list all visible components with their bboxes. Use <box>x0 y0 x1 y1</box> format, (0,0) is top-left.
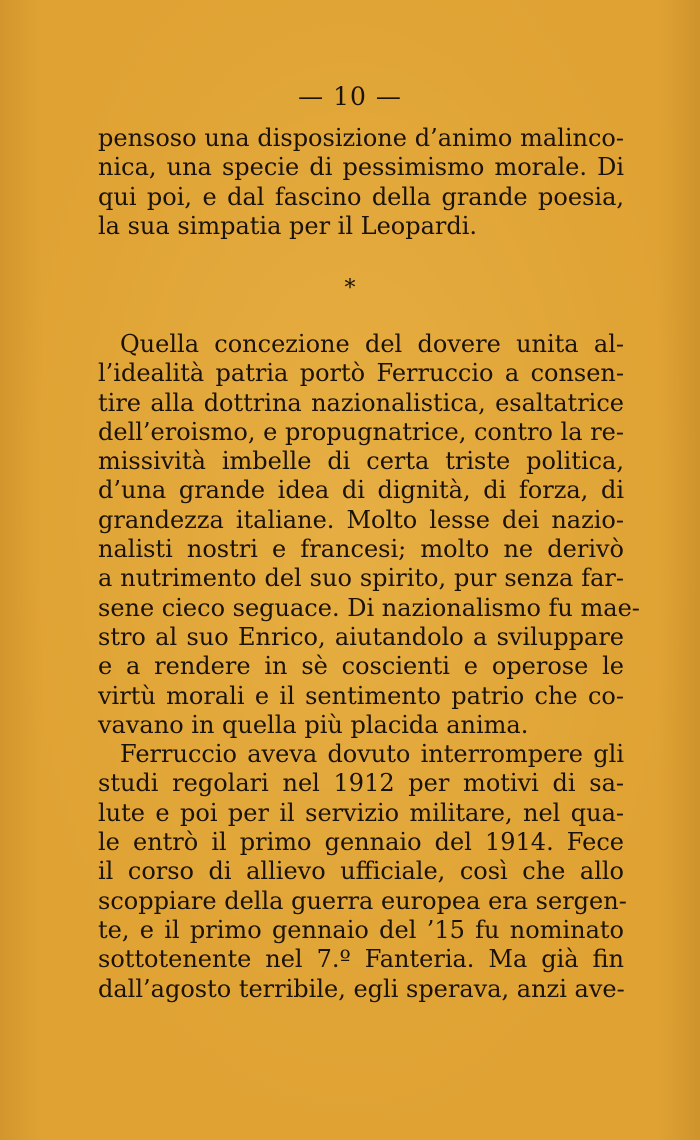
text-line: grandezza italiane. Molto lesse dei nazio- <box>98 505 624 534</box>
text-line: scoppiare della guerra europea era sergen- <box>98 886 627 915</box>
text-line: studi regolari nel 1912 per motivi di sa- <box>98 769 624 798</box>
text-line: d’una grande idea di dignità, di forza, di <box>98 476 624 505</box>
text-line: lute e poi per il servizio militare, nel qua- <box>98 798 624 827</box>
text-line: pensoso una disposizione d’animo malinco- <box>98 124 624 152</box>
text-line: l’idealità patria portò Ferruccio a consen- <box>98 359 624 388</box>
paragraph-2 <box>98 330 640 1004</box>
text-line: nalisti nostri e francesi; molto ne derivò <box>98 535 624 564</box>
text-line: missività imbelle di certa triste politica, <box>98 447 624 476</box>
text-line: nica, una specie di pessimismo morale. Di <box>98 153 624 182</box>
text-line: la sua simpatia per il Leopardi. <box>98 211 478 240</box>
text-line: e a rendere in sè coscienti e operose le <box>98 652 624 681</box>
text-line: vavano in quella più placida anima. <box>98 710 529 739</box>
text-line: tire alla dottrina nazionalistica, esaltatrice <box>98 388 624 417</box>
text-line: il corso di allievo ufficiale, così che allo <box>98 857 624 886</box>
text-line: stro al suo Enrico, aiutandolo a sviluppare <box>98 622 624 651</box>
section-separator: * <box>344 276 356 301</box>
text-line: sottotenente nel 7.º Fanteria. Ma già fin <box>98 945 624 974</box>
text-line: Ferruccio aveva dovuto interrompere gli <box>120 740 624 769</box>
text-line: qui poi, e dal fascino della grande poesia, <box>98 182 624 211</box>
text-line: a nutrimento del suo spirito, pur senza far- <box>98 564 624 593</box>
text-line: le entrò il primo gennaio del 1914. Fece <box>98 828 624 857</box>
text-line: dall’agosto terribile, egli sperava, anzi ave- <box>98 974 625 1003</box>
page-number: — 10 — <box>298 82 402 111</box>
text-line: virtù morali e il sentimento patrio che co- <box>98 681 624 710</box>
text-line: sene cieco seguace. Di nazionalismo fu mae- <box>98 593 640 622</box>
paragraph-1 <box>98 124 624 241</box>
text-line: dell’eroismo, e propugnatrice, contro la re- <box>98 417 624 446</box>
text-line: Quella concezione del dovere unita al- <box>120 330 624 358</box>
text-line: te, e il primo gennaio del ’15 fu nominato <box>98 915 624 944</box>
